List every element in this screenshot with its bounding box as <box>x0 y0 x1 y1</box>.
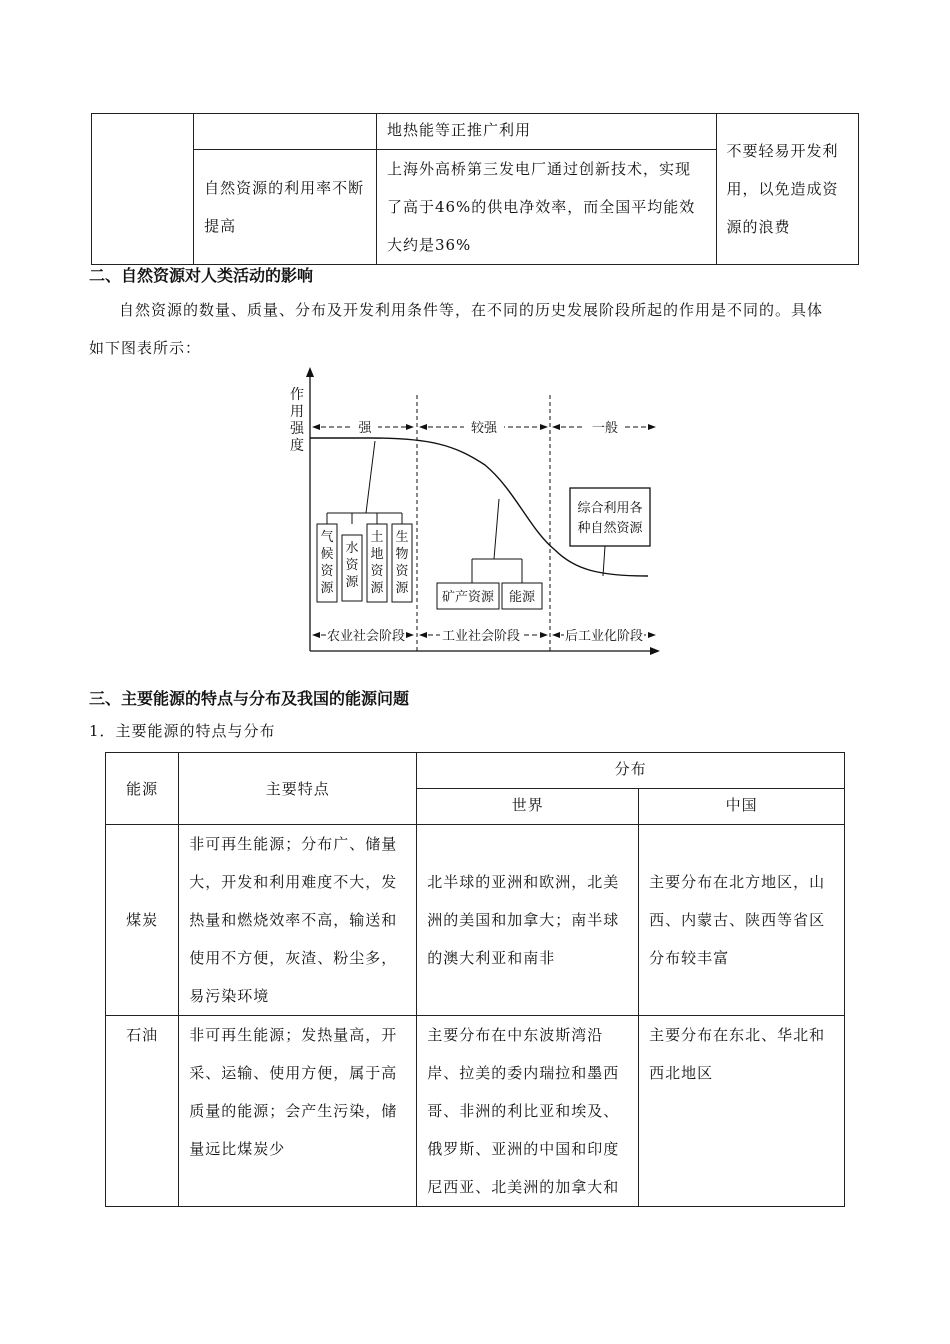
top-table-row1-col3: 地热能等正推广利用 <box>376 114 716 150</box>
stage-industrial: 工业社会阶段 <box>441 629 521 644</box>
row-coal-name: 煤炭 <box>106 825 179 1016</box>
svg-text:土: 土 <box>370 530 384 545</box>
ylabel-char-1: 作 <box>290 387 304 403</box>
stage-agri: 农业社会阶段 <box>326 629 406 644</box>
row-coal-china: 主要分布在北方地区，山西、内蒙古、陕西等省区分布较丰富 <box>639 825 845 1016</box>
y-axis-arrow <box>306 367 314 377</box>
intensity-medium: 较强 <box>470 421 498 436</box>
post-box <box>570 488 650 546</box>
header-energy: 能源 <box>106 753 179 825</box>
industrial-energy-label: 能源 <box>508 590 536 605</box>
row-oil-features: 非可再生能源；发热量高，开采、运输、使用方便，属于高质量的能源；会产生污染，储量远比煤炭少 <box>179 1016 417 1207</box>
x-axis-arrow <box>650 647 660 655</box>
svg-text:物: 物 <box>395 547 409 562</box>
row-oil-china: 主要分布在东北、华北和西北地区 <box>639 1016 845 1207</box>
top-table-cell-empty2 <box>194 114 377 150</box>
header-china: 中国 <box>639 789 845 825</box>
header-distribution: 分布 <box>417 753 845 789</box>
resource-role-diagram <box>280 365 670 665</box>
energy-table <box>105 752 845 1207</box>
top-table <box>91 113 859 265</box>
header-features: 主要特点 <box>179 753 417 825</box>
svg-text:气: 气 <box>320 530 334 545</box>
svg-text:源: 源 <box>320 581 334 596</box>
svg-text:资: 资 <box>370 564 384 579</box>
row-coal-world: 北半球的亚洲和欧洲，北美洲的美国和加拿大；南半球的澳大利亚和南非 <box>417 825 639 1016</box>
post-box-line2: 种自然资源 <box>577 521 643 536</box>
header-world: 世界 <box>417 789 639 825</box>
ylabel-char-4: 度 <box>290 438 304 454</box>
row-oil-world: 主要分布在中东波斯湾沿岸、拉美的委内瑞拉和墨西哥、非洲的利比亚和埃及、俄罗斯、亚洲的中国和印度尼西亚、北美洲的加拿大和 <box>417 1016 639 1207</box>
post-box-line1: 综合利用各 <box>577 501 643 516</box>
svg-text:地: 地 <box>370 547 384 562</box>
svg-text:源: 源 <box>395 581 409 596</box>
table-row <box>106 825 845 1016</box>
svg-text:源: 源 <box>345 575 359 590</box>
svg-text:源: 源 <box>370 581 384 596</box>
top-table-cell-empty1 <box>92 114 194 265</box>
svg-text:资: 资 <box>345 558 359 573</box>
ylabel-char-2: 用 <box>290 404 304 420</box>
svg-text:资: 资 <box>395 564 409 579</box>
svg-text:水: 水 <box>345 541 359 556</box>
top-table-row2-col3: 上海外高桥第三发电厂通过创新技术，实现了高于46%的供电净效率，而全国平均能效大约是36% <box>376 150 716 265</box>
section3-subtitle: 1．主要能源的特点与分布 <box>89 722 276 740</box>
section2-para-line1: 自然资源的数量、质量、分布及开发利用条件等，在不同的历史发展阶段所起的作用是不同的。具体 <box>119 301 824 319</box>
ylabel-char-3: 强 <box>290 421 304 437</box>
top-table-row2-col2: 自然资源的利用率不断提高 <box>194 150 377 265</box>
svg-text:生: 生 <box>395 530 409 545</box>
svg-text:资: 资 <box>320 564 334 579</box>
row-coal-features: 非可再生能源；分布广、储量大，开发和利用难度不大，发热量和燃烧效率不高，输送和使用不方便，灰渣、粉尘多，易污染环境 <box>179 825 417 1016</box>
section2-para-line2: 如下图表所示： <box>89 339 202 357</box>
row-oil-name: 石油 <box>106 1016 179 1207</box>
section3-title: 三、主要能源的特点与分布及我国的能源问题 <box>89 689 410 708</box>
table-row <box>106 1016 845 1207</box>
svg-text:候: 候 <box>320 547 334 562</box>
top-table-col4: 不要轻易开发利用，以免造成资源的浪费 <box>716 114 859 265</box>
industrial-minerals-label: 矿产资源 <box>441 590 495 605</box>
intensity-strong: 强 <box>358 421 372 436</box>
section2-title: 二、自然资源对人类活动的影响 <box>89 266 314 285</box>
stage-post: 后工业化阶段 <box>564 629 644 644</box>
intensity-general: 一般 <box>591 421 619 436</box>
